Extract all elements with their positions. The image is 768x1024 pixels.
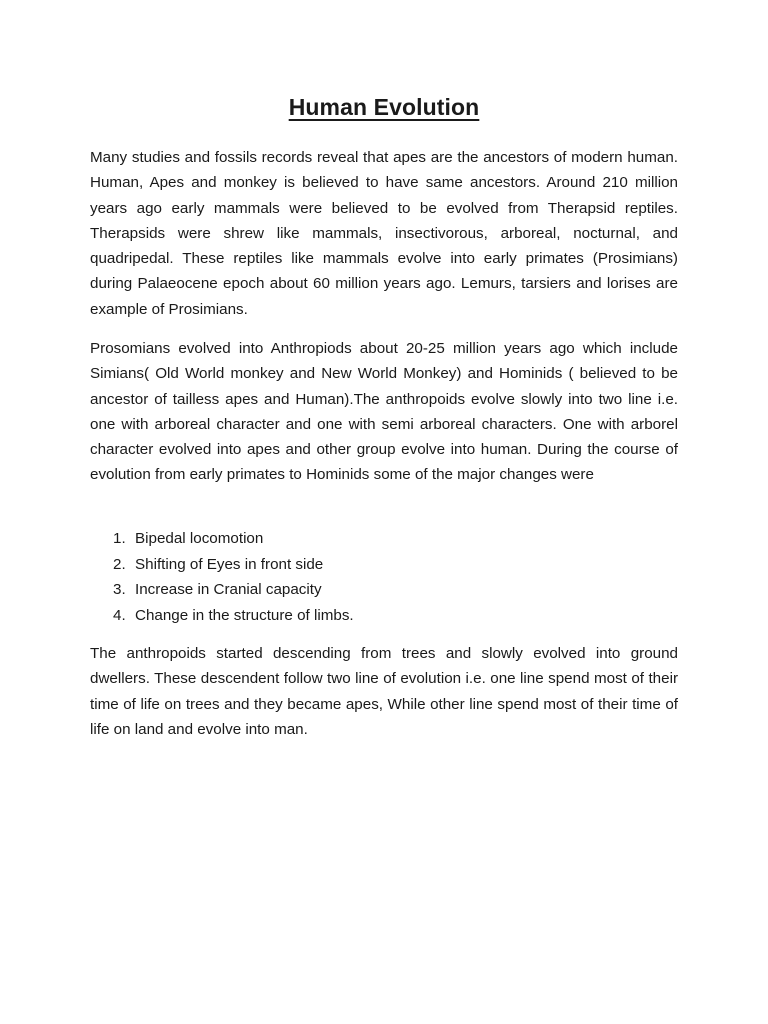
list-item <box>90 526 650 552</box>
list-item-number: 3. <box>113 581 126 598</box>
list-item-text: Change in the structure of limbs. <box>135 606 354 624</box>
list-item <box>90 603 650 629</box>
paragraph-anthropoids: Prosomians evolved into Anthropiods about 20-25 million years ago which include Simians( Old World monkey and New World Monkey) and Hominids ( believed to be ancestor of tailless apes and Human).The anthropoids evolve slowly into two line i.e. one with arboreal character and one with semi arboreal characters. One with arborel character evolved into apes and other group evolve into human. During the course of evolution from early primates to Hominids some of the major changes were <box>90 340 678 484</box>
list-item-number: 4. <box>113 606 126 624</box>
page-title: Human Evolution <box>288 94 480 120</box>
paragraph-ancestors: Many studies and fossils records reveal that apes are the ancestors of modern human. Human, Apes and monkey is believed to have same ancestors. Around 210 million years ago early mammals were believed to be evolved from Therapsid reptiles. Therapsids were shrew like mammals, insectivorous, arboreal, nocturnal, and quadripedal. These reptiles like mammals evolve into early primates (Prosimians) during Palaeocene epoch about 60 million years ago. Lemurs, tarsiers and lorises are example of Prosimians. <box>90 149 678 318</box>
paragraph-descent: The anthropoids started descending from trees and slowly evolved into ground dwellers. These descendent follow two line of evolution i.e. one line spend most of their time of life on trees and they became apes, While other line spend most of their time of life on land and evolve into man. <box>90 645 678 738</box>
list-item <box>90 577 650 603</box>
list-item-number: 1. <box>113 530 126 547</box>
list-item <box>90 552 650 578</box>
list-item-number: 2. <box>113 555 126 573</box>
list-item-text: Increase in Cranial capacity <box>135 581 322 598</box>
major-changes-list <box>90 526 650 628</box>
list-item-text: Bipedal locomotion <box>135 530 264 547</box>
list-item-text: Shifting of Eyes in front side <box>135 555 324 573</box>
